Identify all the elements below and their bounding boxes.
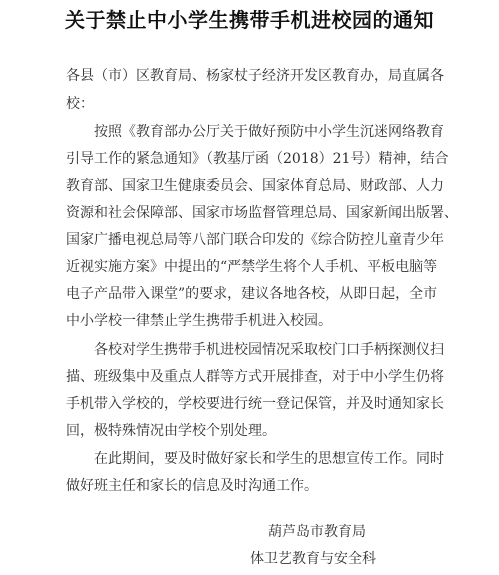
paragraph-line: 国家广播电视总局等八部门联合印发的《综合防控儿童青少年: [66, 232, 444, 248]
paragraph-line: 近视实施方案》中提出的“严禁学生将个人手机、平板电脑等: [66, 259, 438, 275]
paragraph-line: 各校对学生携带手机进校园情况采取校门口手柄探测仪扫: [94, 342, 444, 358]
salutation-line: 各县（市）区教育局、杨家杖子经济开发区教育办，局直属各: [66, 68, 444, 84]
paragraph-line: 引导工作的紧急通知》（教基厅函（2018）21号）精神，结合: [66, 151, 449, 167]
paragraph-line: 教育部、国家卫生健康委员会、国家体育总局、财政部、人力: [66, 178, 444, 194]
paragraph-line: 电子产品带入课堂”的要求，建议各地各校，从即日起，全市: [66, 286, 438, 302]
paragraph-line: 回，极特殊情况由学校个别处理。: [66, 423, 276, 439]
document-title: 关于禁止中小学生携带手机进校园的通知: [65, 8, 434, 32]
paragraph-line: 手机带入学校的，学校要进行统一登记保管，并及时通知家长: [66, 396, 444, 412]
paragraph-line: 按照《教育部办公厅关于做好预防中小学生沉迷网络教育: [94, 124, 444, 140]
issuing-department: 体卫艺教育与安全科: [250, 551, 376, 567]
paragraph-line: 资源和社会保障部、国家市场监督管理总局、国家新闻出版署、: [66, 205, 458, 221]
issuing-office: 葫芦岛市教育局: [268, 524, 366, 540]
paragraph-line: 中小学校一律禁止学生携带手机进入校园。: [66, 313, 332, 329]
salutation-line: 校：: [66, 96, 94, 112]
paragraph-line: 描、班级集中及重点人群等方式开展排查，对于中小学生仍将: [66, 369, 444, 385]
paragraph-line: 在此期间，要及时做好家长和学生的思想宣传工作。同时: [94, 451, 444, 467]
paragraph-line: 做好班主任和家长的信息及时沟通工作。: [66, 478, 318, 494]
